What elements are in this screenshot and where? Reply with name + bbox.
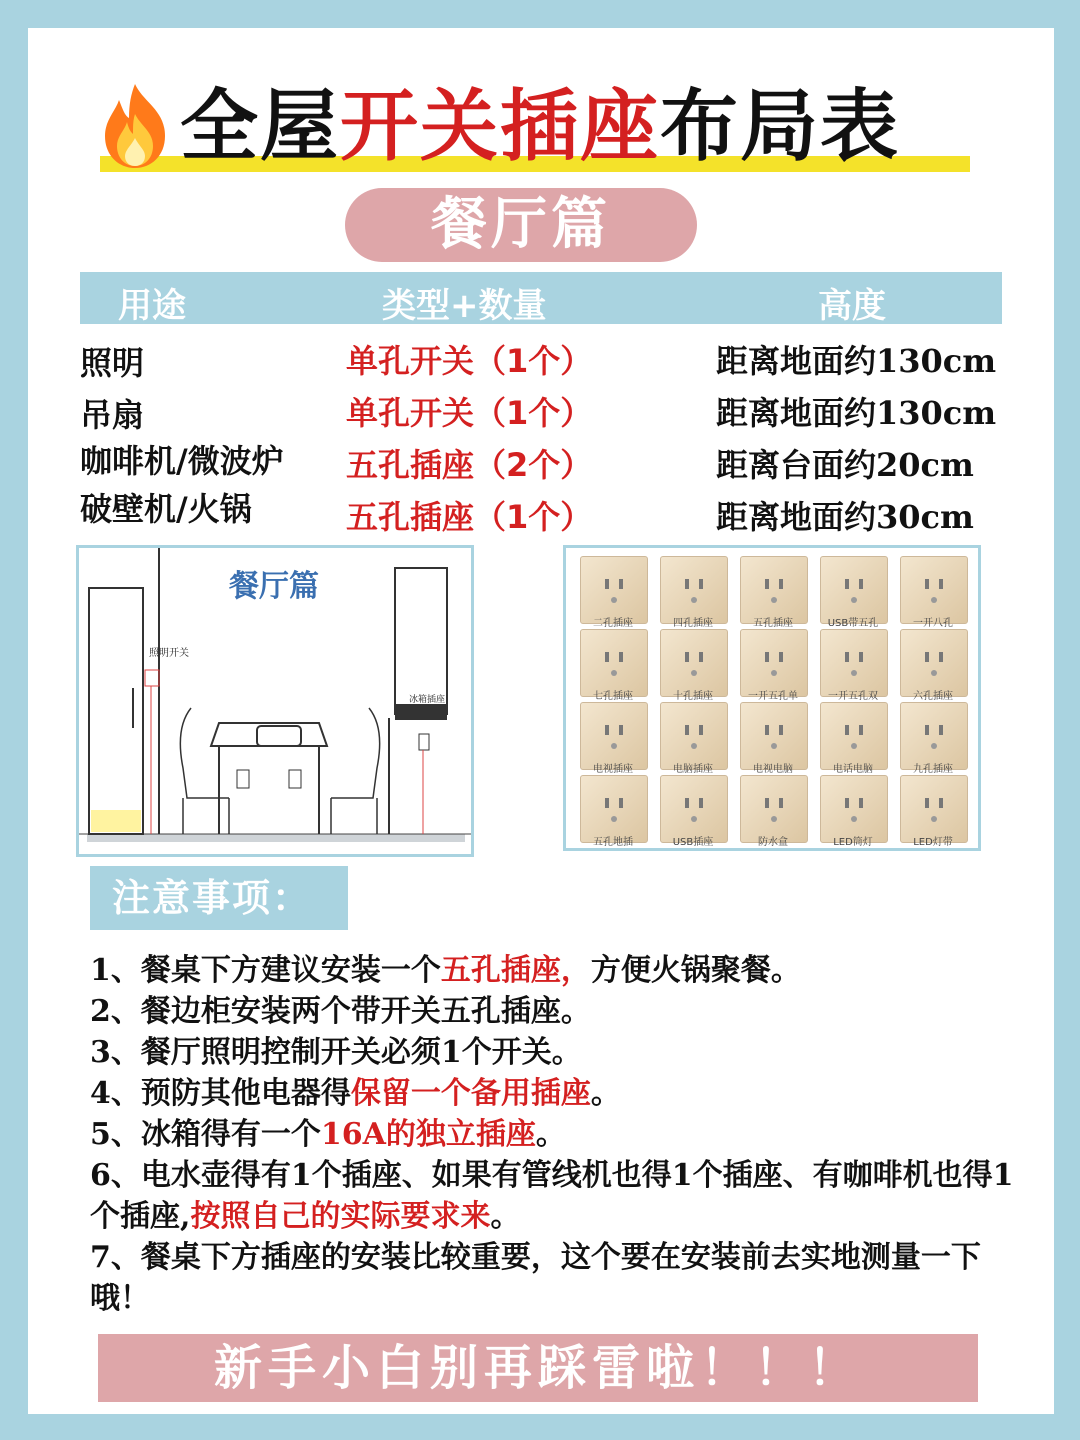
title-area: [95, 78, 975, 188]
note-item: 2、餐边柜安装两个带开关五孔插座。: [90, 994, 591, 1029]
socket-label: 一开八孔: [913, 618, 953, 629]
row-type: 五孔插座（2个）: [346, 446, 593, 484]
socket-label: 防水盒: [758, 837, 788, 848]
row-type: 五孔插座（1个）: [346, 498, 593, 536]
table-row: [80, 388, 1010, 436]
header-height: 高度: [818, 286, 886, 326]
row-type: 单孔开关（1个）: [346, 342, 593, 380]
header-use: 用途: [118, 286, 186, 326]
socket-label: LED筒灯: [833, 837, 873, 848]
socket-label: 四孔插座: [673, 618, 713, 629]
note-item: 4、预防其他电器得保留一个备用插座。: [90, 1076, 621, 1111]
socket-label: 电视插座: [593, 764, 633, 775]
fire-icon: [95, 80, 175, 170]
socket-label: USB插座: [672, 837, 714, 848]
footer-banner: 新手小白别再踩雷啦！！！: [98, 1334, 978, 1402]
socket-catalog: [563, 545, 981, 851]
dining-diagram-drawing: [79, 548, 471, 854]
note-item: 1、餐桌下方建议安装一个五孔插座，方便火锅聚餐。: [90, 953, 801, 988]
header-type: 类型+数量: [382, 286, 547, 326]
socket-label: 七孔插座: [593, 691, 633, 702]
row-height: 距离地面约130cm: [716, 342, 997, 380]
note-item: 5、冰箱得有一个16A的独立插座。: [90, 1117, 566, 1152]
row-use: 照明: [80, 344, 145, 382]
table-row: [80, 336, 1010, 384]
row-height: 距离台面约20cm: [716, 446, 974, 484]
socket-label: 一开五孔双: [828, 691, 878, 702]
diagram-title: 餐厅篇: [229, 569, 319, 604]
table-row: [80, 492, 1010, 540]
socket-label: 十孔插座: [673, 691, 713, 702]
row-type: 单孔开关（1个）: [346, 394, 593, 432]
row-use: 咖啡机/微波炉: [80, 442, 284, 480]
socket-label: 五孔地插: [593, 837, 633, 848]
note-item: 6、电水壶得有1个插座、如果有管线机也得1个插座、有咖啡机也得1个插座,按照自己的实际要求来。: [90, 1158, 1014, 1234]
socket-label: LED灯带: [913, 837, 953, 848]
title-part3: 布局表: [660, 82, 901, 172]
subtitle-pill: 餐厅篇: [345, 188, 697, 262]
note-item: 7、餐桌下方插座的安装比较重要，这个要在安装前去实地测量一下哦！: [90, 1240, 981, 1316]
dining-diagram: [76, 545, 474, 857]
socket-label: USB带五孔: [827, 618, 879, 629]
socket-label: 九孔插座: [913, 764, 953, 775]
socket-label: 电话电脑: [833, 764, 873, 775]
socket-label: 五孔插座: [753, 618, 793, 629]
note-item: 3、餐厅照明控制开关必须1个开关。: [90, 1035, 582, 1070]
socket-label: 电视电脑: [753, 764, 793, 775]
notes-heading: 注意事项：: [90, 866, 348, 930]
title-part1: 全屋: [180, 82, 341, 172]
row-height: 距离地面约130cm: [716, 394, 997, 432]
socket-label: 一开五孔单: [748, 691, 798, 702]
socket-label: 六孔插座: [913, 691, 953, 702]
notes-list: [90, 950, 1035, 1319]
row-use: 吊扇: [80, 396, 145, 434]
title-part2: 开关插座: [340, 82, 661, 172]
socket-label: 二孔插座: [593, 618, 633, 629]
label-switch: 照明开关: [149, 648, 189, 659]
socket-label: 电脑插座: [673, 764, 713, 775]
row-height: 距离地面约30cm: [716, 498, 974, 536]
table-row: [80, 440, 1010, 488]
table-header: [80, 272, 1002, 324]
page-title: [180, 82, 900, 172]
row-use: 破壁机/火锅: [80, 490, 252, 528]
label-fridge: 冰箱插座: [409, 695, 446, 705]
